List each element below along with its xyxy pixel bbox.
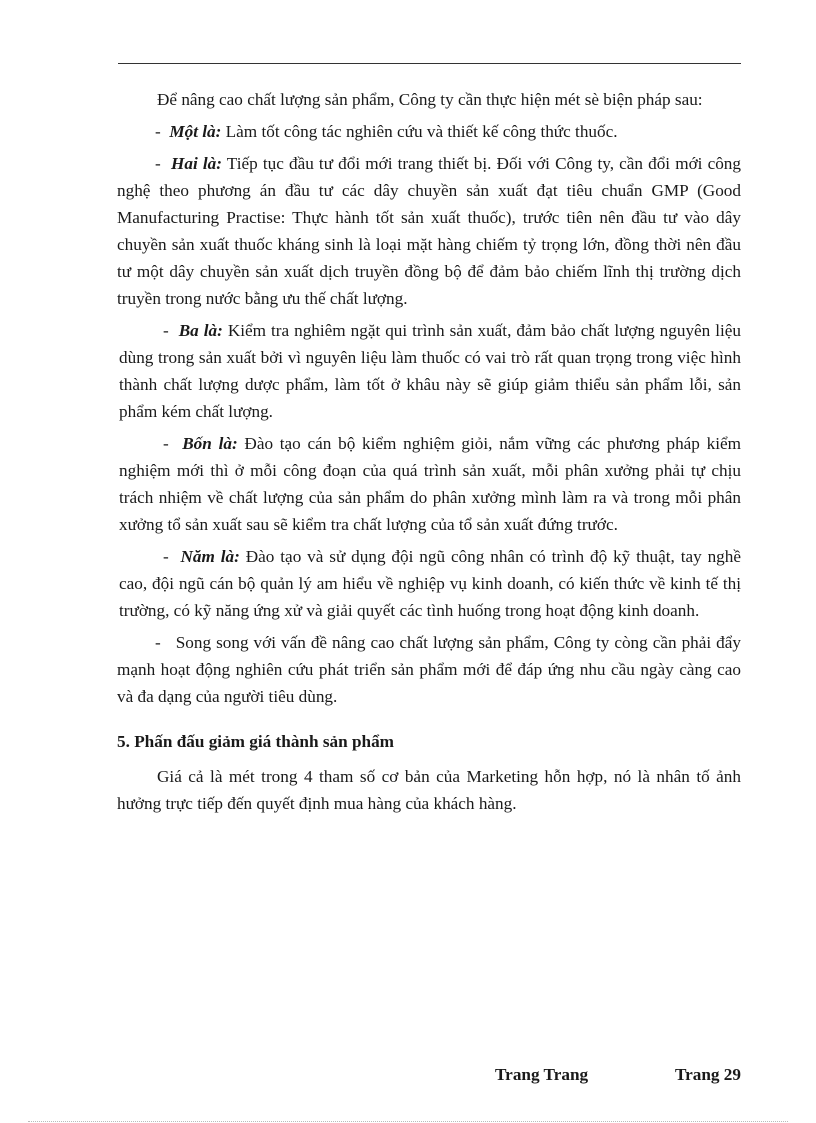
dash-marker: - <box>155 154 161 173</box>
measure-one-text: Làm tốt công tác nghiên cứu và thiết kế công thức thuốc. <box>221 122 618 141</box>
document-body <box>117 86 741 822</box>
bottom-dotted-rule <box>28 1121 788 1122</box>
measure-two-text: Tiếp tục đầu tư đổi mới trang thiết bị. Đối với Công ty, cần đổi mới công nghệ theo phương án đầu tư các dây chuyền sản xuất đạt tiêu chuẩn GMP (Good Manufacturing Practise: Thực hành tốt sản xuất thuốc), trước tiên nên đầu tư vào dây chuyền sản xuất thuốc kháng sinh là loại mặt hàng chiếm tỷ trọng lớn, đồng thời nên đầu tư một dây chuyền sản xuất dịch truyền đồng bộ để đảm bảo chiếm lĩnh thị trường dịch truyền trong nước bằng ưu thế chất lượng. <box>117 154 741 308</box>
measure-one <box>117 118 741 145</box>
header-rule <box>118 63 741 64</box>
measure-five <box>117 543 741 624</box>
measure-three-text: Kiểm tra nghiêm ngặt qui trình sản xuất, đảm bảo chất lượng nguyên liệu dùng trong sản xuất bởi vì nguyên liệu làm thuốc có vai trò rất quan trọng trong việc hình thành chất lượng dược phẩm, làm tốt ở khâu này sẽ giúp giảm thiểu sản phẩm lỗi, sản phẩm kém chất lượng. <box>119 321 742 421</box>
page-footer <box>495 1065 741 1085</box>
measure-four-lead: Bốn là: <box>182 434 238 453</box>
measure-three-lead: Ba là: <box>178 321 223 340</box>
measure-five-text: Đào tạo và sử dụng đội ngũ công nhân có trình độ kỹ thuật, tay nghề cao, đội ngũ cán bộ quản lý am hiểu về nghiệp vụ kinh doanh, có kiến thức về kinh tế thị trường, có kỹ năng ứng xử và giải quyết các tình huống trong hoạt động kinh doanh. <box>119 547 741 620</box>
measure-two-lead: Hai là: <box>171 154 222 173</box>
measure-three <box>117 317 741 425</box>
measure-four <box>117 430 741 538</box>
dash-marker: - <box>155 122 161 141</box>
footer-label: Trang Trang <box>495 1065 589 1084</box>
measure-five-lead: Năm là: <box>180 547 240 566</box>
intro-text: Để nâng cao chất lượng sản phẩm, Công ty cần thực hiện mét sè biện pháp sau: <box>157 90 703 109</box>
measure-four-text: Đào tạo cán bộ kiểm nghiệm giỏi, nắm vững các phương pháp kiểm nghiệm mới thì ở mỗi công đoạn của quá trình sản xuất, mỗi phân xưởng phải tự chịu trách nhiệm về chất lượng của sản phẩm do phân xưởng mình làm ra và trong mỗi phân xưởng tổ sản xuất sau sẽ kiểm tra chất lượng của tổ sản xuất đứng trước. <box>119 434 742 534</box>
parallel-text: Song song với vấn đề nâng cao chất lượng sản phẩm, Công ty còng cần phải đẩy mạnh hoạt động nghiên cứu phát triển sản phẩm mới để đáp ứng nhu cầu ngày càng cao và đa dạng của người tiêu dùng. <box>117 633 741 706</box>
page-number: Trang 29 <box>674 1065 741 1084</box>
measure-two <box>117 150 741 312</box>
parallel-paragraph <box>117 629 741 710</box>
section-heading: 5. Phấn đấu giảm giá thành sản phẩm <box>117 732 394 751</box>
section-paragraph <box>117 763 741 817</box>
dash-marker: - <box>155 633 161 652</box>
dash-marker: - <box>163 547 169 566</box>
dash-marker: - <box>163 434 169 453</box>
measure-one-lead: Một là: <box>169 122 222 141</box>
section-paragraph-text: Giá cả là mét trong 4 tham số cơ bản của Marketing hỗn hợp, nó là nhân tố ảnh hưởng trực tiếp đến quyết định mua hàng của khách hàng. <box>117 767 741 813</box>
intro-paragraph <box>117 86 741 113</box>
dash-marker: - <box>163 321 169 340</box>
